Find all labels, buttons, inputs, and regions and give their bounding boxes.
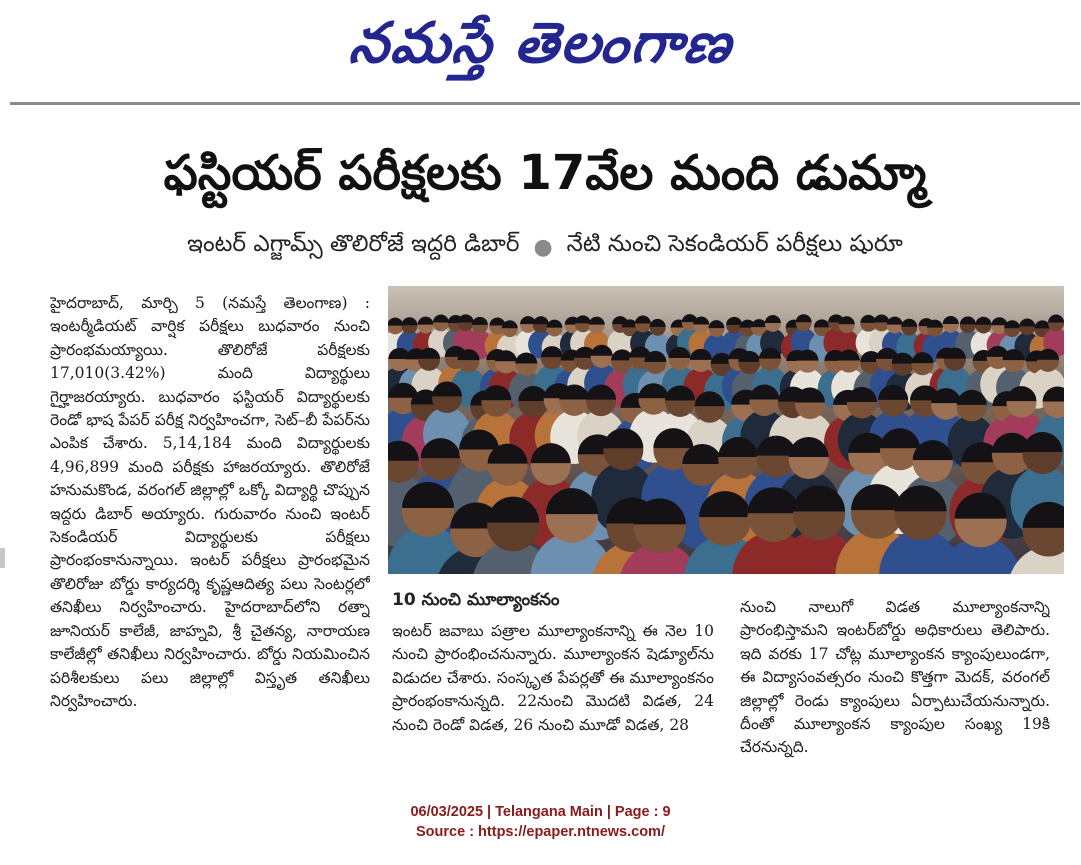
- masthead-divider: [10, 102, 1080, 105]
- article-body-middle-column: ఇంటర్ జవాబు పత్రాల మూల్యాంకనాన్ని ఈ నెల 10 నుంచి ప్రారంభించనున్నారు. మూల్యాంకన షెడ్యూల్‌ను విడుదల చేశారు. సంస్కృత పేపర్లతో ఈ మూల్యాంకనం ప్రారంభంకానున్నది. 22నుంచి మొదటి విడత, 24 నుంచి రెండో విడత, 26 నుంచి మూడో విడత, 28: [392, 622, 714, 734]
- subhead-right: నేటి నుంచి సెకండియర్ పరీక్షలు షురూ: [566, 231, 903, 257]
- crowd-photo: [388, 286, 1064, 574]
- footer-dateline: 06/03/2025 | Telangana Main | Page : 9: [410, 804, 671, 820]
- photo-caption: 10 నుంచి మూల్యాంకనం: [392, 590, 560, 610]
- crowd-photo-illustration: [388, 286, 1064, 574]
- page-footer: [0, 802, 1081, 842]
- article-body-right-column: నుంచి నాలుగో విడత మూల్యాంకనాన్ని ప్రారంభిస్తామని ఇంటర్‌బోర్డు అధికారులు తెలిపారు. ఇది వరకు 17 చోట్ల మూల్యాంకన క్యాంపులుండగా, ఈ విద్యాసంవత్సరం నుంచి కొత్తగా మెదక్, వరంగల్ జిల్లాల్లో రెండు క్యాంపులు ఏర్పాటుచేయనున్నారు. దీంతో మూల్యాంకన క్యాంపుల సంఖ్య 19కి చేరనున్నది.: [740, 598, 1050, 757]
- subhead-left: ఇంటర్ ఎగ్జామ్స్ తొలిరోజే ఇద్దరి డిబార్: [187, 231, 520, 257]
- newspaper-logo: నమస్తే తెలంగాణ: [346, 10, 737, 76]
- article-subhead: [40, 226, 1050, 268]
- article-headline: ఫస్టియర్ పరీక్షలకు 17వేల మంది డుమ్మా: [163, 145, 927, 201]
- page-edge-mark: [0, 548, 5, 568]
- article-body-left-column: హైదరాబాద్, మార్చి 5 (నమస్తే తెలంగాణ) : ఇంటర్మీడియట్ వార్షిక పరీక్షలు బుధవారం నుంచి ప్రారంభమయ్యాయి. తొలిరోజే పరీక్షలకు 17,010(3.42%) మంది విద్యార్థులు గైర్హాజరయ్యారు. బుధవారం ఫస్టియర్ విద్యార్థులకు రెండో భాష పేపర్ పరీక్ష నిర్వహించగా, సెట్–బీ పేపర్‌ను ఎంపిక చేశారు. 5,14,184 మంది విద్యార్థులకు 4,96,899 మంది పరీక్షకు హాజరయ్యారు. తొలిరోజే హనుమకొండ, వరంగల్ జిల్లాల్లో ఒక్కో విద్యార్థి చొప్పున ఇద్దరు డిబార్ అయ్యారు. గురువారం నుంచి ఇంటర్ సెకండియర్ విద్యార్థులకు పరీక్షలు ప్రారంభంకానున్నాయి. ఇంటర్ పరీక్షలు ప్రారంభమైన తొలిరోజు బోర్డు కార్యదర్శి కృష్ణఆదిత్య పలు సెంటర్లలో తనిఖీలు నిర్వహించారు. హైదరాబాద్‌లోని రత్నా జూనియర్ కాలేజీ, జాహ్నవి, శ్రీ చైతన్య, నారాయణ కాలేజీల్లో తనిఖీలు నిర్వహించారు. బోర్డు నియమించిన పరిశీలకులు పలు జిల్లాల్లో విస్తృత తనిఖీలు నిర్వహించారు.: [50, 294, 370, 710]
- footer-source: Source : https://epaper.ntnews.com/: [416, 824, 665, 840]
- bullet-icon: ●: [533, 234, 553, 260]
- masthead: [0, 0, 1081, 100]
